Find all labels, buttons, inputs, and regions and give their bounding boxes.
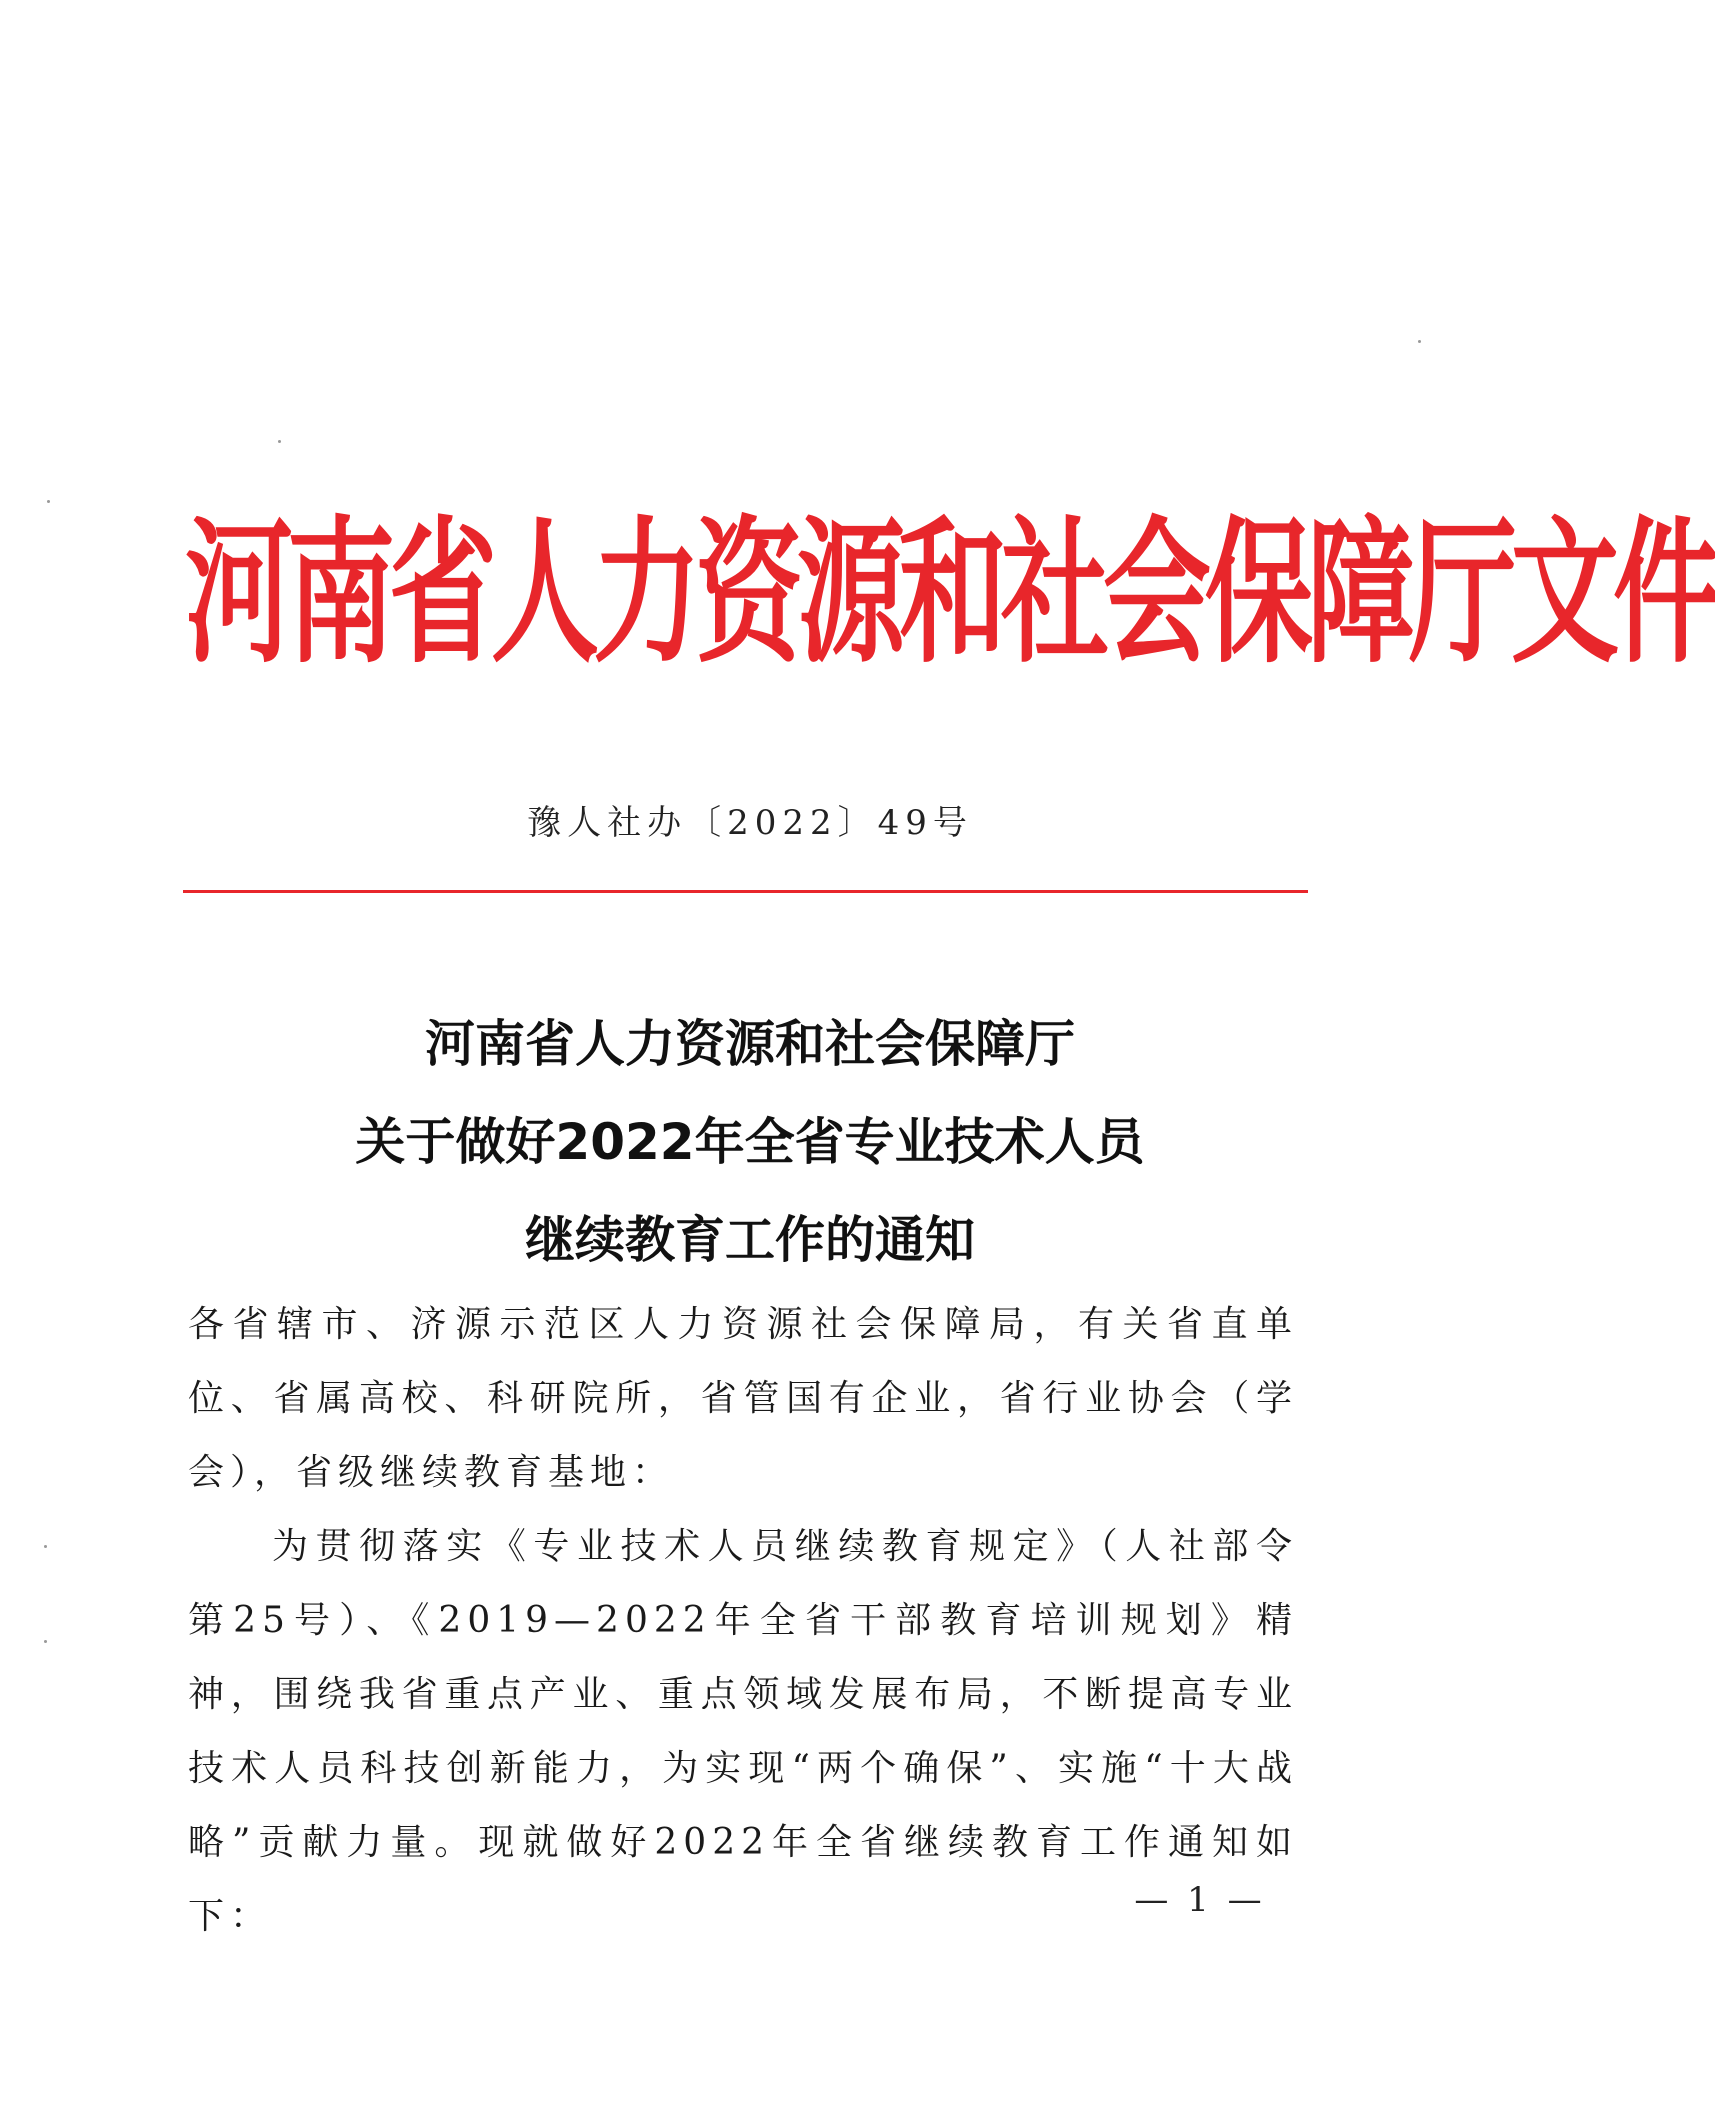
red-divider-line <box>183 890 1308 893</box>
title-line-3: 继续教育工作的通知 <box>525 1211 975 1269</box>
scan-speck <box>1418 340 1421 343</box>
recipients-paragraph: 各省辖市、济源示范区人力资源社会保障局，有关省直单位、省属高校、科研院所，省管国有企业，省行业协会（学会），省级继续教育基地： <box>188 1304 1298 1493</box>
document-title <box>0 995 1500 1289</box>
document-body <box>188 1288 1298 1954</box>
scan-speck <box>278 440 281 443</box>
scan-speck <box>47 500 50 503</box>
scan-speck <box>44 1545 47 1548</box>
document-number: 豫人社办〔2022〕49号 <box>527 803 973 843</box>
title-line-1: 河南省人力资源和社会保障厅 <box>425 1015 1075 1073</box>
document-masthead: 河南省人力资源和社会保障厅文件 <box>185 503 1715 685</box>
title-line-2: 关于做好2022年全省专业技术人员 <box>355 1113 1145 1171</box>
page-number: — 1 — <box>1134 1880 1266 1920</box>
scan-speck <box>44 1640 47 1643</box>
body-paragraph-1: 为贯彻落实《专业技术人员继续教育规定》（人社部令第25号）、《2019—2022年全省干部教育培训规划》精神，围绕我省重点产业、重点领域发展布局，不断提高专业技术人员科技创新能力，为实现“两个确保”、实施“十大战略”贡献力量。现就做好2022年全省继续教育工作通知如下： <box>188 1526 1298 1937</box>
